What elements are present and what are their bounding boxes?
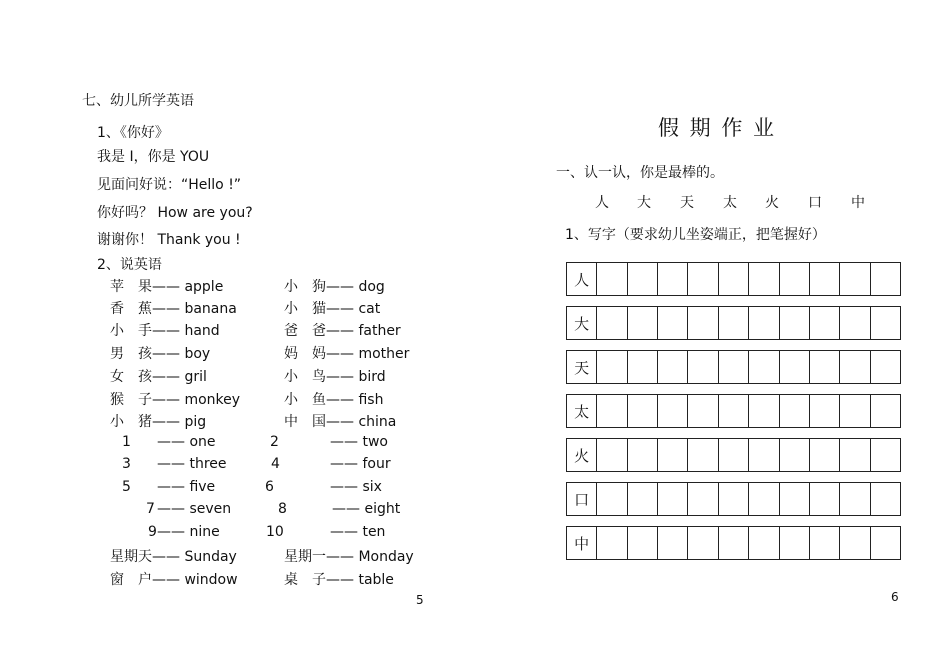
writing-cell[interactable] bbox=[840, 395, 870, 427]
writing-cell[interactable] bbox=[688, 483, 718, 515]
writing-cell[interactable] bbox=[871, 527, 900, 559]
writing-cell[interactable] bbox=[688, 307, 718, 339]
writing-cell[interactable] bbox=[597, 351, 627, 383]
writing-cell[interactable] bbox=[780, 439, 810, 471]
writing-cell: 太 bbox=[567, 395, 597, 427]
vocab-cn: 窗 户 bbox=[110, 572, 152, 588]
vocab-cn: 爸 爸 bbox=[284, 323, 326, 339]
vocab-item bbox=[284, 546, 414, 566]
page-number: 5 bbox=[416, 593, 424, 607]
number-word: —— eight bbox=[332, 501, 401, 517]
vocab-cn: 中 国 bbox=[284, 414, 326, 430]
vocab-item bbox=[284, 411, 396, 431]
vocab-en: —— banana bbox=[152, 301, 237, 317]
writing-cell[interactable] bbox=[810, 483, 840, 515]
writing-cell[interactable] bbox=[840, 483, 870, 515]
writing-cell[interactable] bbox=[749, 483, 779, 515]
vocab-item bbox=[110, 320, 220, 340]
writing-cell[interactable] bbox=[749, 351, 779, 383]
writing-cell[interactable] bbox=[688, 263, 718, 295]
vocab-cn: 猴 子 bbox=[110, 392, 152, 408]
vocab-item bbox=[284, 366, 386, 386]
writing-cell[interactable] bbox=[719, 483, 749, 515]
number-word: —— seven bbox=[157, 501, 232, 517]
writing-row bbox=[566, 350, 901, 384]
writing-cell[interactable] bbox=[810, 439, 840, 471]
writing-cell[interactable] bbox=[688, 439, 718, 471]
part1-line: 你好吗？ How are you? bbox=[97, 205, 253, 221]
number-word: —— four bbox=[330, 456, 391, 472]
vocab-cn: 女 孩 bbox=[110, 369, 152, 385]
writing-cell[interactable] bbox=[597, 439, 627, 471]
writing-cell[interactable] bbox=[658, 307, 688, 339]
writing-cell[interactable] bbox=[628, 439, 658, 471]
writing-cell[interactable] bbox=[749, 439, 779, 471]
writing-cell[interactable] bbox=[810, 307, 840, 339]
number-digit: 3 bbox=[122, 456, 131, 472]
vocab-en: —— cat bbox=[326, 301, 381, 317]
writing-cell[interactable] bbox=[871, 439, 900, 471]
writing-cell[interactable] bbox=[597, 263, 627, 295]
char-item: 中 bbox=[851, 195, 865, 211]
writing-cell[interactable] bbox=[871, 483, 900, 515]
writing-cell[interactable] bbox=[597, 307, 627, 339]
writing-row bbox=[566, 394, 901, 428]
vocab-en: —— china bbox=[326, 414, 397, 430]
writing-cell: 人 bbox=[567, 263, 597, 295]
vocab-cn: 桌 子 bbox=[284, 572, 326, 588]
vocab-en: —— hand bbox=[152, 323, 220, 339]
writing-row bbox=[566, 482, 901, 516]
writing-cell[interactable] bbox=[810, 351, 840, 383]
number-digit: 10 bbox=[266, 524, 284, 540]
vocab-cn: 香 蕉 bbox=[110, 301, 152, 317]
writing-cell[interactable] bbox=[749, 527, 779, 559]
writing-cell[interactable] bbox=[628, 483, 658, 515]
writing-row bbox=[566, 262, 901, 296]
vocab-en: —— mother bbox=[326, 346, 410, 362]
vocab-cn: 妈 妈 bbox=[284, 346, 326, 362]
vocab-en: —— fish bbox=[326, 392, 384, 408]
vocab-item bbox=[284, 569, 394, 589]
vocab-cn: 男 孩 bbox=[110, 346, 152, 362]
writing-cell[interactable] bbox=[780, 263, 810, 295]
vocab-item bbox=[110, 389, 240, 409]
number-digit: 7 bbox=[146, 501, 155, 517]
writing-cell[interactable] bbox=[628, 263, 658, 295]
writing-cell: 口 bbox=[567, 483, 597, 515]
writing-cell[interactable] bbox=[749, 263, 779, 295]
writing-cell[interactable] bbox=[597, 395, 627, 427]
writing-cell[interactable] bbox=[658, 395, 688, 427]
vocab-item bbox=[284, 276, 385, 296]
number-digit: 2 bbox=[270, 434, 279, 450]
writing-cell[interactable] bbox=[780, 351, 810, 383]
vocab-cn: 星期一 bbox=[284, 549, 326, 565]
vocab-cn: 小 鱼 bbox=[284, 392, 326, 408]
number-digit: 4 bbox=[271, 456, 280, 472]
char-item: 火 bbox=[765, 195, 779, 211]
writing-cell[interactable] bbox=[658, 439, 688, 471]
writing-cell[interactable] bbox=[871, 263, 900, 295]
section-title: 七、幼儿所学英语 bbox=[82, 93, 194, 109]
writing-cell[interactable] bbox=[658, 527, 688, 559]
vocab-en: —— Monday bbox=[326, 549, 414, 565]
number-digit: 8 bbox=[278, 501, 287, 517]
writing-cell[interactable] bbox=[597, 527, 627, 559]
vocab-en: —— boy bbox=[152, 346, 211, 362]
writing-cell: 天 bbox=[567, 351, 597, 383]
number-digit: 5 bbox=[122, 479, 131, 495]
writing-cell[interactable] bbox=[658, 263, 688, 295]
vocab-item bbox=[110, 276, 223, 296]
writing-cell: 火 bbox=[567, 439, 597, 471]
part1-line: 我是 I，你是 YOU bbox=[97, 149, 210, 165]
page-number: 6 bbox=[891, 590, 899, 604]
vocab-en: —— Sunday bbox=[152, 549, 237, 565]
vocab-item bbox=[284, 343, 409, 363]
vocab-en: —— father bbox=[326, 323, 401, 339]
vocab-item bbox=[284, 298, 380, 318]
writing-cell[interactable] bbox=[780, 395, 810, 427]
writing-row bbox=[566, 438, 901, 472]
writing-cell[interactable] bbox=[810, 263, 840, 295]
writing-cell[interactable] bbox=[719, 527, 749, 559]
writing-cell[interactable] bbox=[719, 263, 749, 295]
vocab-en: —— apple bbox=[152, 279, 224, 295]
writing-cell[interactable] bbox=[719, 351, 749, 383]
page-title: 假 期 作 业 bbox=[658, 116, 777, 140]
vocab-en: —— table bbox=[326, 572, 394, 588]
writing-cell[interactable] bbox=[840, 439, 870, 471]
number-word: —— two bbox=[330, 434, 388, 450]
number-word: —— ten bbox=[330, 524, 386, 540]
writing-cell[interactable] bbox=[688, 395, 718, 427]
vocab-cn: 小 猪 bbox=[110, 414, 152, 430]
vocab-item bbox=[284, 389, 383, 409]
number-digit: 1 bbox=[122, 434, 131, 450]
writing-cell[interactable] bbox=[871, 307, 900, 339]
writing-cell[interactable] bbox=[628, 307, 658, 339]
vocab-en: —— pig bbox=[152, 414, 207, 430]
vocab-item bbox=[110, 411, 206, 431]
writing-row bbox=[566, 526, 901, 560]
writing-cell[interactable] bbox=[840, 351, 870, 383]
writing-cell: 中 bbox=[567, 527, 597, 559]
vocab-cn: 小 狗 bbox=[284, 279, 326, 295]
writing-cell[interactable] bbox=[810, 527, 840, 559]
writing-cell[interactable] bbox=[658, 351, 688, 383]
part1-title: 1、《你好》 bbox=[97, 125, 169, 141]
vocab-cn: 苹 果 bbox=[110, 279, 152, 295]
vocab-cn: 小 猫 bbox=[284, 301, 326, 317]
number-word: —— nine bbox=[157, 524, 220, 540]
vocab-en: —— dog bbox=[326, 279, 385, 295]
number-word: —— six bbox=[330, 479, 382, 495]
writing-cell[interactable] bbox=[719, 395, 749, 427]
writing-cell[interactable] bbox=[628, 351, 658, 383]
number-word: —— one bbox=[157, 434, 216, 450]
writing-cell[interactable] bbox=[628, 527, 658, 559]
writing-cell[interactable] bbox=[688, 351, 718, 383]
writing-cell[interactable] bbox=[840, 307, 870, 339]
char-item: 口 bbox=[808, 195, 822, 211]
vocab-item bbox=[110, 546, 237, 566]
writing-cell[interactable] bbox=[719, 439, 749, 471]
vocab-cn: 小 鸟 bbox=[284, 369, 326, 385]
number-word: —— five bbox=[157, 479, 216, 495]
vocab-cn: 星期天 bbox=[110, 549, 152, 565]
writing-cell[interactable] bbox=[840, 263, 870, 295]
number-word: —— three bbox=[157, 456, 227, 472]
writing-cell[interactable] bbox=[658, 483, 688, 515]
char-item: 大 bbox=[637, 195, 651, 211]
vocab-item bbox=[284, 320, 401, 340]
task1-title: 1、写字（要求幼儿坐姿端正，把笔握好） bbox=[565, 227, 826, 243]
writing-cell[interactable] bbox=[719, 307, 749, 339]
vocab-en: —— window bbox=[152, 572, 238, 588]
section1-title: 一、认一认，你是最棒的。 bbox=[556, 165, 724, 181]
vocab-item bbox=[110, 366, 207, 386]
char-item: 天 bbox=[680, 195, 694, 211]
vocab-item bbox=[110, 298, 237, 318]
writing-cell[interactable] bbox=[688, 527, 718, 559]
vocab-item bbox=[110, 343, 210, 363]
writing-cell[interactable] bbox=[871, 395, 900, 427]
vocab-en: —— bird bbox=[326, 369, 386, 385]
writing-cell[interactable] bbox=[840, 527, 870, 559]
writing-cell[interactable] bbox=[810, 395, 840, 427]
char-item: 人 bbox=[595, 195, 609, 211]
vocab-cn: 小 手 bbox=[110, 323, 152, 339]
writing-cell[interactable] bbox=[780, 527, 810, 559]
writing-cell[interactable] bbox=[871, 351, 900, 383]
writing-cell: 大 bbox=[567, 307, 597, 339]
part1-line: 见面问好说：“Hello !” bbox=[97, 177, 242, 193]
part2-title: 2、说英语 bbox=[97, 257, 162, 273]
part1-line: 谢谢你！ Thank you ! bbox=[97, 232, 241, 248]
writing-cell[interactable] bbox=[780, 307, 810, 339]
writing-cell[interactable] bbox=[749, 395, 779, 427]
writing-cell[interactable] bbox=[597, 483, 627, 515]
writing-cell[interactable] bbox=[628, 395, 658, 427]
char-item: 太 bbox=[723, 195, 737, 211]
writing-cell[interactable] bbox=[749, 307, 779, 339]
number-digit: 6 bbox=[265, 479, 274, 495]
vocab-en: —— monkey bbox=[152, 392, 241, 408]
vocab-en: —— gril bbox=[152, 369, 207, 385]
writing-row bbox=[566, 306, 901, 340]
writing-cell[interactable] bbox=[780, 483, 810, 515]
number-digit: 9 bbox=[148, 524, 157, 540]
vocab-item bbox=[110, 569, 238, 589]
